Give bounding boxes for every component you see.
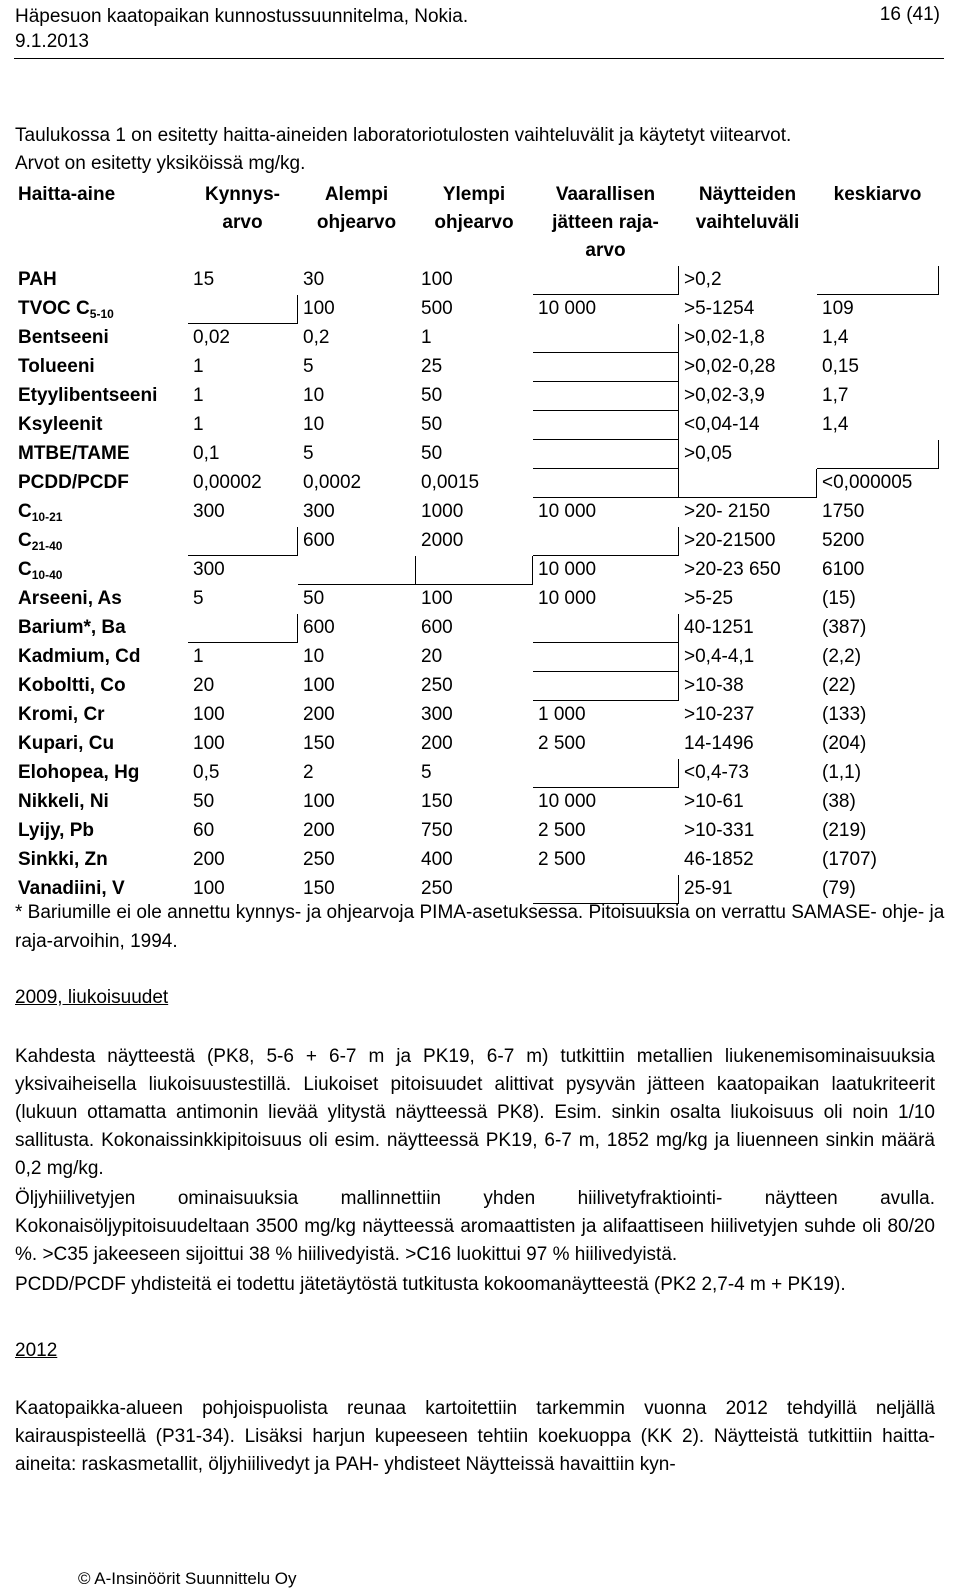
cell-mean: (219) [822,820,867,841]
cell-upper-guide: 5 [421,762,432,783]
cell-threshold: 0,1 [193,443,220,464]
cell-upper-guide: 500 [421,298,453,319]
table-row [13,817,939,846]
col-header-upper-guide: Ylempi ohjearvo [434,184,514,233]
substance-subscript: 10-40 [31,568,63,582]
page-number: 16 (41) [879,4,940,25]
cell-lower-guide: 0,0002 [303,472,362,493]
table-row [13,527,939,556]
cell-upper-guide: 100 [421,269,453,290]
table-row [13,730,939,759]
cell-hazardous-limit [533,614,679,643]
substance-name [13,411,188,440]
cell-mean: 1,4 [822,414,849,435]
substance-name [13,324,188,353]
cell-hazardous-limit: 10 000 [538,298,597,319]
cell-sample-range: >20-21500 [684,530,776,551]
substance-label: MTBE/TAME [18,443,130,464]
cell-threshold: 0,02 [193,327,230,348]
substance-name [13,759,188,788]
cell-lower-guide: 300 [303,501,335,522]
cell-lower-guide: 30 [303,269,325,290]
cell-upper-guide: 600 [421,617,453,638]
substance-label: Sinkki, Zn [18,849,108,870]
cell-lower-guide: 5 [303,443,314,464]
table-row [13,382,939,411]
table-intro [15,122,945,178]
cell-hazardous-limit [533,324,679,353]
cell-upper-guide: 750 [421,820,453,841]
cell-mean: (1,1) [822,762,862,783]
table-row [13,788,939,817]
cell-threshold [188,527,298,556]
cell-upper-guide: 250 [421,878,453,899]
substance-name [13,701,188,730]
cell-lower-guide: 600 [303,617,335,638]
document-title: Häpesuon kaatopaikan kunnostussuunnitelma, Nokia. [15,6,469,27]
cell-upper-guide: 300 [421,704,453,725]
substance-label: Ksyleenit [18,414,103,435]
cell-sample-range: >20- 2150 [684,501,771,522]
substance-label: PCDD/PCDF [18,472,129,493]
substance-label: Etyylibentseeni [18,385,158,406]
substance-label: Koboltti, Co [18,675,126,696]
cell-upper-guide: 20 [421,646,443,667]
cell-lower-guide: 600 [303,530,335,551]
cell-lower-guide: 150 [303,733,335,754]
cell-sample-range: >5-25 [684,588,734,609]
cell-mean [817,440,939,469]
cell-sample-range: >0,02-3,9 [684,385,765,406]
substance-label: Barium*, Ba [18,617,126,638]
table-row [13,498,939,527]
substance-name [13,353,188,382]
cell-hazardous-limit [533,759,679,788]
cell-sample-range: >0,2 [684,269,722,290]
cell-mean: (133) [822,704,867,725]
table-row [13,556,939,585]
cell-upper-guide: 400 [421,849,453,870]
cell-upper-guide: 200 [421,733,453,754]
cell-mean: 0,15 [822,356,859,377]
cell-sample-range: >0,05 [684,443,733,464]
substance-label: Kadmium, Cd [18,646,141,667]
cell-threshold: 300 [193,559,225,580]
table-row [13,469,939,498]
cell-lower-guide: 10 [303,414,325,435]
cell-sample-range: >5-1254 [684,298,755,319]
substance-name [13,295,188,324]
cell-sample-range: >10-38 [684,675,744,696]
cell-threshold: 5 [193,588,204,609]
table-row [13,440,939,469]
substance-label: Vanadiini, V [18,878,125,899]
intro-line-1: Taulukossa 1 on esitetty haitta-aineiden laboratoriotulosten vaihteluvälit ja käytetyt viitearvot. [15,125,792,146]
col-header-mean: keskiarvo [833,184,922,205]
cell-mean: 5200 [822,530,865,551]
table-row [13,585,939,614]
col-header-hazardous-limit: Vaarallisen jätteen raja-arvo [552,184,659,261]
cell-mean: (15) [822,588,856,609]
substance-label: Elohopea, Hg [18,762,140,783]
cell-threshold: 1 [193,646,204,667]
table-row [13,701,939,730]
cell-sample-range: >10-61 [684,791,744,812]
cell-lower-guide: 200 [303,820,335,841]
intro-line-2: Arvot on esitetty yksiköissä mg/kg. [15,153,306,174]
cell-threshold [188,614,298,643]
cell-hazardous-limit: 1 000 [538,704,586,725]
table-row [13,846,939,875]
substance-label: Kupari, Cu [18,733,115,754]
cell-hazardous-limit [533,469,679,498]
substance-label: Arseeni, As [18,588,122,609]
cell-threshold [188,295,298,324]
table-header-row [13,179,939,266]
cell-sample-range: >0,02-0,28 [684,356,776,377]
cell-upper-guide: 150 [421,791,453,812]
cell-hazardous-limit [533,266,679,295]
paragraph-2012: Kaatopaikka-alueen pohjoispuolista reunaa kartoitettiin tarkemmin vuonna 2012 tehdyillä neljällä kairauspisteellä (P31-34). Lisäksi harjun kupeeseen tehtiin koekuoppa (KK 2). Näytteistä tutkittiin haitta-aineita: raskasmetallit, öljyhiilivedyt ja PAH- yhdisteet Näytteissä havaittiin kyn- [15,1398,935,1475]
paragraph-hydrocarbons: Öljyhiilivetyjen ominaisuuksia mallinnettiin yhden hiilivetyfraktiointi- näytteen avulla. Kokonaisöljypitoisuudeltaan 3500 mg/kg näytteessä aromaattisten ja alifaattiseen hiilivetyjen suhde oli 80/20 %. >C35 jakeeseen sijoittui 38 % hiilivedyistä. >C16 luokittui 97 % hiilivedyistä. [15,1188,935,1265]
cell-mean: (1707) [822,849,877,870]
substance-label: Bentseeni [18,327,109,348]
cell-lower-guide: 250 [303,849,335,870]
substance-name [13,382,188,411]
cell-lower-guide: 50 [303,588,325,609]
paragraph-leaching: Kahdesta näytteestä (PK8, 5-6 + 6-7 m ja PK19, 6-7 m) tutkittiin metallien liukenemisominaisuuksia yksivaiheisella liukoisuustestillä. Liukoiset pitoisuudet alittivat pysyvän jätteen kaatopaikan laatukriteerit (lukuun ottamatta antimonin lievää ylitystä näytteessä PK8). Esim. sinkin osalta liukoisuus oli noin 1/10 sallitusta. Kokonaissinkkipitoisuus oli esim. näytteessä PK19, 6-7 m, 1852 mg/kg ja liuenneen sinkin määrä 0,2 mg/kg. [15,1046,935,1179]
cell-mean: (38) [822,791,856,812]
cell-hazardous-limit: 10 000 [538,588,597,609]
cell-hazardous-limit: 2 500 [538,733,586,754]
table-footnote: * Bariumille ei ole annettu kynnys- ja ohjearvoja PIMA-asetuksessa. Pitoisuuksia on verrattu SAMASE- ohje- ja raja-arvoihin, 1994. [15,902,945,952]
cell-lower-guide: 2 [303,762,314,783]
cell-sample-range: >10-237 [684,704,755,725]
cell-lower-guide: 10 [303,385,325,406]
cell-sample-range: 40-1251 [684,617,754,638]
substance-label: Kromi, Cr [18,704,105,725]
cell-upper-guide [416,556,533,585]
cell-mean: (22) [822,675,856,696]
cell-upper-guide: 250 [421,675,453,696]
substance-name [13,469,188,498]
substance-subscript: 5-10 [89,307,114,321]
substance-label: C [18,530,32,551]
cell-sample-range: <0,4-73 [684,762,749,783]
paragraph-pcdd: PCDD/PCDF yhdisteitä ei todettu jätetäytöstä tutkitusta kokoomanäytteestä (PK2 2,7-4 m + PK19). [15,1274,846,1295]
substance-name [13,266,188,295]
substance-name [13,498,188,527]
substance-label: C [18,501,32,522]
cell-threshold: 15 [193,269,215,290]
cell-threshold: 300 [193,501,225,522]
cell-sample-range [679,469,817,498]
cell-sample-range: >10-331 [684,820,755,841]
cell-mean: 1,7 [822,385,849,406]
cell-hazardous-limit: 2 500 [538,849,586,870]
cell-mean: 1,4 [822,327,849,348]
substance-name [13,556,188,585]
cell-upper-guide: 25 [421,356,443,377]
substance-subscript: 10-21 [31,510,63,524]
cell-hazardous-limit [533,440,679,469]
cell-hazardous-limit: 10 000 [538,501,597,522]
table-row [13,411,939,440]
cell-lower-guide: 0,2 [303,327,330,348]
substance-name [13,817,188,846]
table-row [13,295,939,324]
cell-sample-range: >20-23 650 [684,559,781,580]
document-header [15,4,468,54]
cell-threshold: 0,5 [193,762,220,783]
table-row [13,643,939,672]
table-row [13,759,939,788]
cell-threshold: 60 [193,820,215,841]
cell-threshold: 100 [193,704,225,725]
cell-sample-range: >0,02-1,8 [684,327,765,348]
cell-threshold: 20 [193,675,215,696]
substance-label: Nikkeli, Ni [18,791,109,812]
cell-threshold: 100 [193,878,225,899]
cell-sample-range: 46-1852 [684,849,754,870]
cell-mean: 6100 [822,559,865,580]
substance-name [13,846,188,875]
cell-lower-guide [298,556,416,585]
substance-label: Lyijy, Pb [18,820,95,841]
substance-label: TVOC C [18,298,90,319]
cell-hazardous-limit [533,527,679,556]
cell-upper-guide: 50 [421,385,443,406]
cell-upper-guide: 0,0015 [421,472,480,493]
table-row [13,353,939,382]
col-header-threshold: Kynnys-arvo [205,184,280,233]
cell-mean: (79) [822,878,856,899]
substance-label: C [18,559,32,580]
cell-threshold: 1 [193,356,204,377]
cell-lower-guide: 5 [303,356,314,377]
cell-upper-guide: 50 [421,414,443,435]
cell-mean: 109 [822,298,854,319]
substance-name [13,614,188,643]
table-row [13,672,939,701]
substance-label: PAH [18,269,57,290]
cell-sample-range: >0,4-4,1 [684,646,755,667]
cell-hazardous-limit [533,643,679,672]
cell-lower-guide: 100 [303,675,335,696]
cell-upper-guide: 1000 [421,501,464,522]
section-heading-2009: 2009, liukoisuudet [15,987,169,1008]
col-header-sample-range: Näytteiden vaihteluväli [695,184,800,233]
substance-name [13,440,188,469]
cell-hazardous-limit [533,353,679,382]
cell-lower-guide: 200 [303,704,335,725]
section-heading-2012: 2012 [15,1340,58,1361]
header-divider [14,58,944,59]
cell-lower-guide: 100 [303,298,335,319]
cell-upper-guide: 1 [421,327,432,348]
cell-threshold: 50 [193,791,215,812]
cell-lower-guide: 150 [303,878,335,899]
col-header-substance: Haitta-aine [18,184,116,205]
cell-sample-range: <0,04-14 [684,414,760,435]
cell-mean: (2,2) [822,646,862,667]
cell-hazardous-limit: 2 500 [538,820,586,841]
cell-mean [817,266,939,295]
substance-name [13,672,188,701]
cell-hazardous-limit [533,382,679,411]
cell-upper-guide: 100 [421,588,453,609]
cell-hazardous-limit [533,672,679,701]
substance-name [13,643,188,672]
cell-sample-range: 14-1496 [684,733,754,754]
cell-threshold: 200 [193,849,225,870]
cell-hazardous-limit [533,411,679,440]
cell-threshold: 1 [193,414,204,435]
cell-upper-guide: 2000 [421,530,464,551]
table-row [13,266,939,295]
table-row [13,614,939,643]
cell-upper-guide: 50 [421,443,443,464]
substance-name [13,730,188,759]
substance-subscript: 21-40 [31,539,63,553]
substance-label: Tolueeni [18,356,95,377]
col-header-lower-guide: Alempi ohjearvo [316,184,397,233]
cell-lower-guide: 100 [303,791,335,812]
cell-lower-guide: 10 [303,646,325,667]
document-date: 9.1.2013 [15,31,89,52]
cell-mean: (204) [822,733,867,754]
cell-mean: 1750 [822,501,865,522]
cell-mean: (387) [822,617,867,638]
cell-threshold: 0,00002 [193,472,262,493]
cell-mean: <0,000005 [822,472,913,493]
cell-hazardous-limit: 10 000 [538,559,597,580]
table-row [13,324,939,353]
substance-name [13,788,188,817]
copyright-footer: © A-Insinöörit Suunnittelu Oy [78,1569,297,1588]
cell-threshold: 100 [193,733,225,754]
cell-sample-range: 25-91 [684,878,733,899]
cell-hazardous-limit: 10 000 [538,791,597,812]
substance-name [13,585,188,614]
substance-name [13,527,188,556]
cell-threshold: 1 [193,385,204,406]
contaminant-table [12,178,939,904]
